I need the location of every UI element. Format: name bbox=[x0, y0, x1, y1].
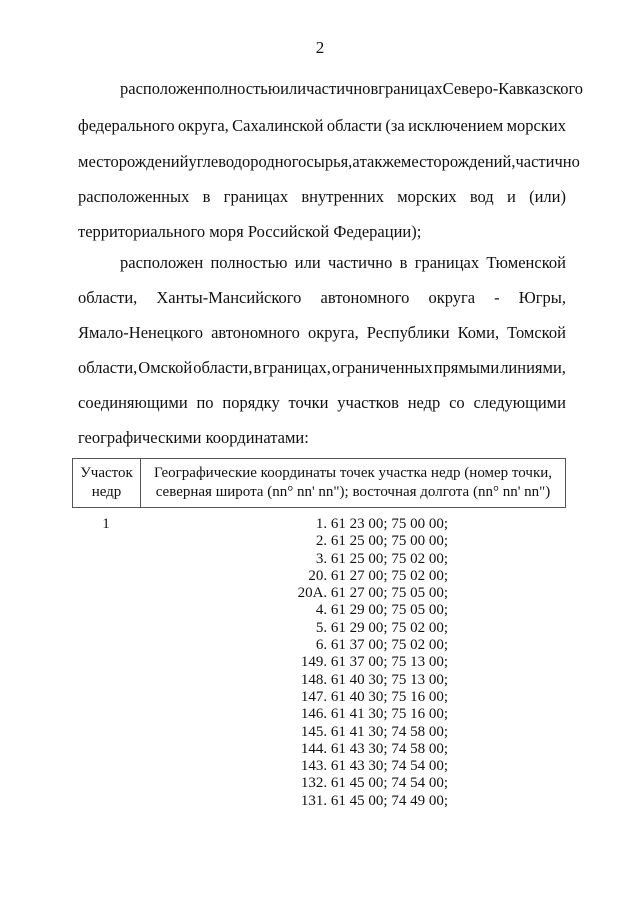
coordinates-list bbox=[250, 516, 448, 810]
word: также bbox=[359, 152, 401, 171]
text-line bbox=[78, 288, 566, 308]
coordinate-row: 149. 61 37 00; 75 13 00; bbox=[300, 654, 448, 671]
coordinate-row: 145. 61 41 30; 74 58 00; bbox=[300, 723, 448, 740]
word: в bbox=[253, 358, 262, 377]
word: Ханты-Мансийского bbox=[156, 288, 302, 307]
text-line bbox=[120, 253, 566, 273]
word: области bbox=[326, 116, 382, 135]
header-coords-cell bbox=[141, 459, 565, 507]
word: участков bbox=[337, 393, 399, 412]
word: границах bbox=[414, 253, 480, 272]
word: Северо-Кавказского bbox=[442, 79, 584, 98]
word: в bbox=[370, 79, 379, 98]
coordinates-table-header bbox=[72, 458, 566, 508]
coordinate-row: 2. 61 25 00; 75 00 00; bbox=[315, 533, 448, 550]
word: Омской bbox=[138, 358, 193, 377]
word: частично bbox=[515, 152, 580, 171]
header-coords-line2: северная широта (nn° nn' nn"); восточная долгота (nn° nn' nn") bbox=[155, 484, 551, 500]
word: морских bbox=[397, 187, 457, 206]
word: территориального моря Российской Федерации); bbox=[78, 222, 422, 241]
coordinate-row: 20А. 61 27 00; 75 05 00; bbox=[297, 585, 448, 602]
word: внутренних bbox=[301, 187, 384, 206]
text-line bbox=[78, 222, 566, 242]
word: автономного bbox=[320, 288, 410, 307]
word: Республики bbox=[366, 323, 450, 342]
word: или bbox=[294, 253, 321, 272]
word: расположен bbox=[120, 253, 204, 272]
word: по bbox=[196, 393, 214, 412]
word: исключением bbox=[408, 116, 504, 135]
word: Сахалинской bbox=[232, 116, 324, 135]
coordinate-row: 147. 61 40 30; 75 16 00; bbox=[300, 688, 448, 705]
word: округа, bbox=[178, 116, 229, 135]
word: частично bbox=[306, 79, 371, 98]
coordinate-row: 3. 61 25 00; 75 02 00; bbox=[315, 550, 448, 567]
coordinate-row: 131. 61 45 00; 74 49 00; bbox=[300, 792, 448, 809]
parcel-number: 1 bbox=[102, 516, 110, 532]
coordinate-row: 4. 61 29 00; 75 05 00; bbox=[315, 602, 448, 619]
text-line bbox=[78, 323, 566, 343]
word: Ямало-Ненецкого bbox=[78, 323, 204, 342]
word: порядку bbox=[222, 393, 280, 412]
word: области, bbox=[78, 358, 138, 377]
coordinate-row: 20. 61 27 00; 75 02 00; bbox=[308, 567, 448, 584]
word: в bbox=[399, 253, 408, 272]
word: точки bbox=[288, 393, 329, 412]
word: области, bbox=[78, 288, 138, 307]
word: границах bbox=[378, 79, 443, 98]
word: расположенных bbox=[78, 187, 190, 206]
text-line bbox=[78, 428, 566, 448]
word: Тюменской bbox=[486, 253, 566, 272]
coordinate-row: 1. 61 23 00; 75 00 00; bbox=[315, 516, 448, 532]
word: со bbox=[449, 393, 465, 412]
header-parcel-line2: недр bbox=[91, 484, 122, 500]
word: полностью bbox=[203, 79, 281, 98]
coordinate-row: 143. 61 43 30; 74 54 00; bbox=[300, 758, 448, 775]
word: месторождений, bbox=[400, 152, 516, 171]
word: Коми, bbox=[457, 323, 500, 342]
word: географическими координатами: bbox=[78, 428, 309, 447]
word: линиями, bbox=[500, 358, 566, 377]
word: соединяющими bbox=[78, 393, 188, 412]
text-line bbox=[78, 152, 580, 172]
header-coords-line1: Географические координаты точек участка недр (номер точки, bbox=[153, 465, 553, 481]
word: недр bbox=[407, 393, 441, 412]
coordinate-row: 132. 61 45 00; 74 54 00; bbox=[300, 775, 448, 792]
word: ограниченных bbox=[331, 358, 433, 377]
word: Томской bbox=[507, 323, 566, 342]
word: в bbox=[202, 187, 211, 206]
word: полностью bbox=[210, 253, 288, 272]
word: области, bbox=[193, 358, 253, 377]
word: федерального bbox=[78, 116, 175, 135]
word: округа, bbox=[307, 323, 359, 342]
word: границах bbox=[223, 187, 289, 206]
word: автономного bbox=[211, 323, 300, 342]
header-parcel-cell bbox=[73, 459, 141, 507]
word: - bbox=[494, 288, 500, 307]
text-line bbox=[78, 187, 566, 207]
coordinate-row: 148. 61 40 30; 75 13 00; bbox=[300, 671, 448, 688]
word: границах, bbox=[262, 358, 331, 377]
coordinate-row: 6. 61 37 00; 75 02 00; bbox=[315, 637, 448, 654]
text-line bbox=[78, 358, 566, 378]
word: (или) bbox=[529, 187, 566, 206]
word: вод bbox=[469, 187, 494, 206]
coordinate-row: 146. 61 41 30; 75 16 00; bbox=[300, 706, 448, 723]
word: расположен bbox=[120, 79, 204, 98]
text-line bbox=[120, 79, 584, 99]
word: морских bbox=[506, 116, 566, 135]
word: месторождений bbox=[78, 152, 189, 171]
word: или bbox=[280, 79, 307, 98]
word: сырья, bbox=[306, 152, 353, 171]
page-number: 2 bbox=[315, 38, 325, 57]
word: (за bbox=[385, 116, 405, 135]
text-line bbox=[78, 116, 566, 136]
coordinate-row: 144. 61 43 30; 74 58 00; bbox=[300, 740, 448, 757]
word: прямыми bbox=[433, 358, 500, 377]
word: Югры, bbox=[518, 288, 566, 307]
header-parcel-line1: Участок bbox=[80, 465, 133, 481]
word: а bbox=[352, 152, 360, 171]
word: округа bbox=[428, 288, 476, 307]
word: следующими bbox=[473, 393, 566, 412]
word: углеводородного bbox=[188, 152, 307, 171]
text-line bbox=[78, 393, 566, 413]
word: и bbox=[506, 187, 516, 206]
coordinate-row: 5. 61 29 00; 75 02 00; bbox=[315, 619, 448, 636]
word: частично bbox=[327, 253, 393, 272]
